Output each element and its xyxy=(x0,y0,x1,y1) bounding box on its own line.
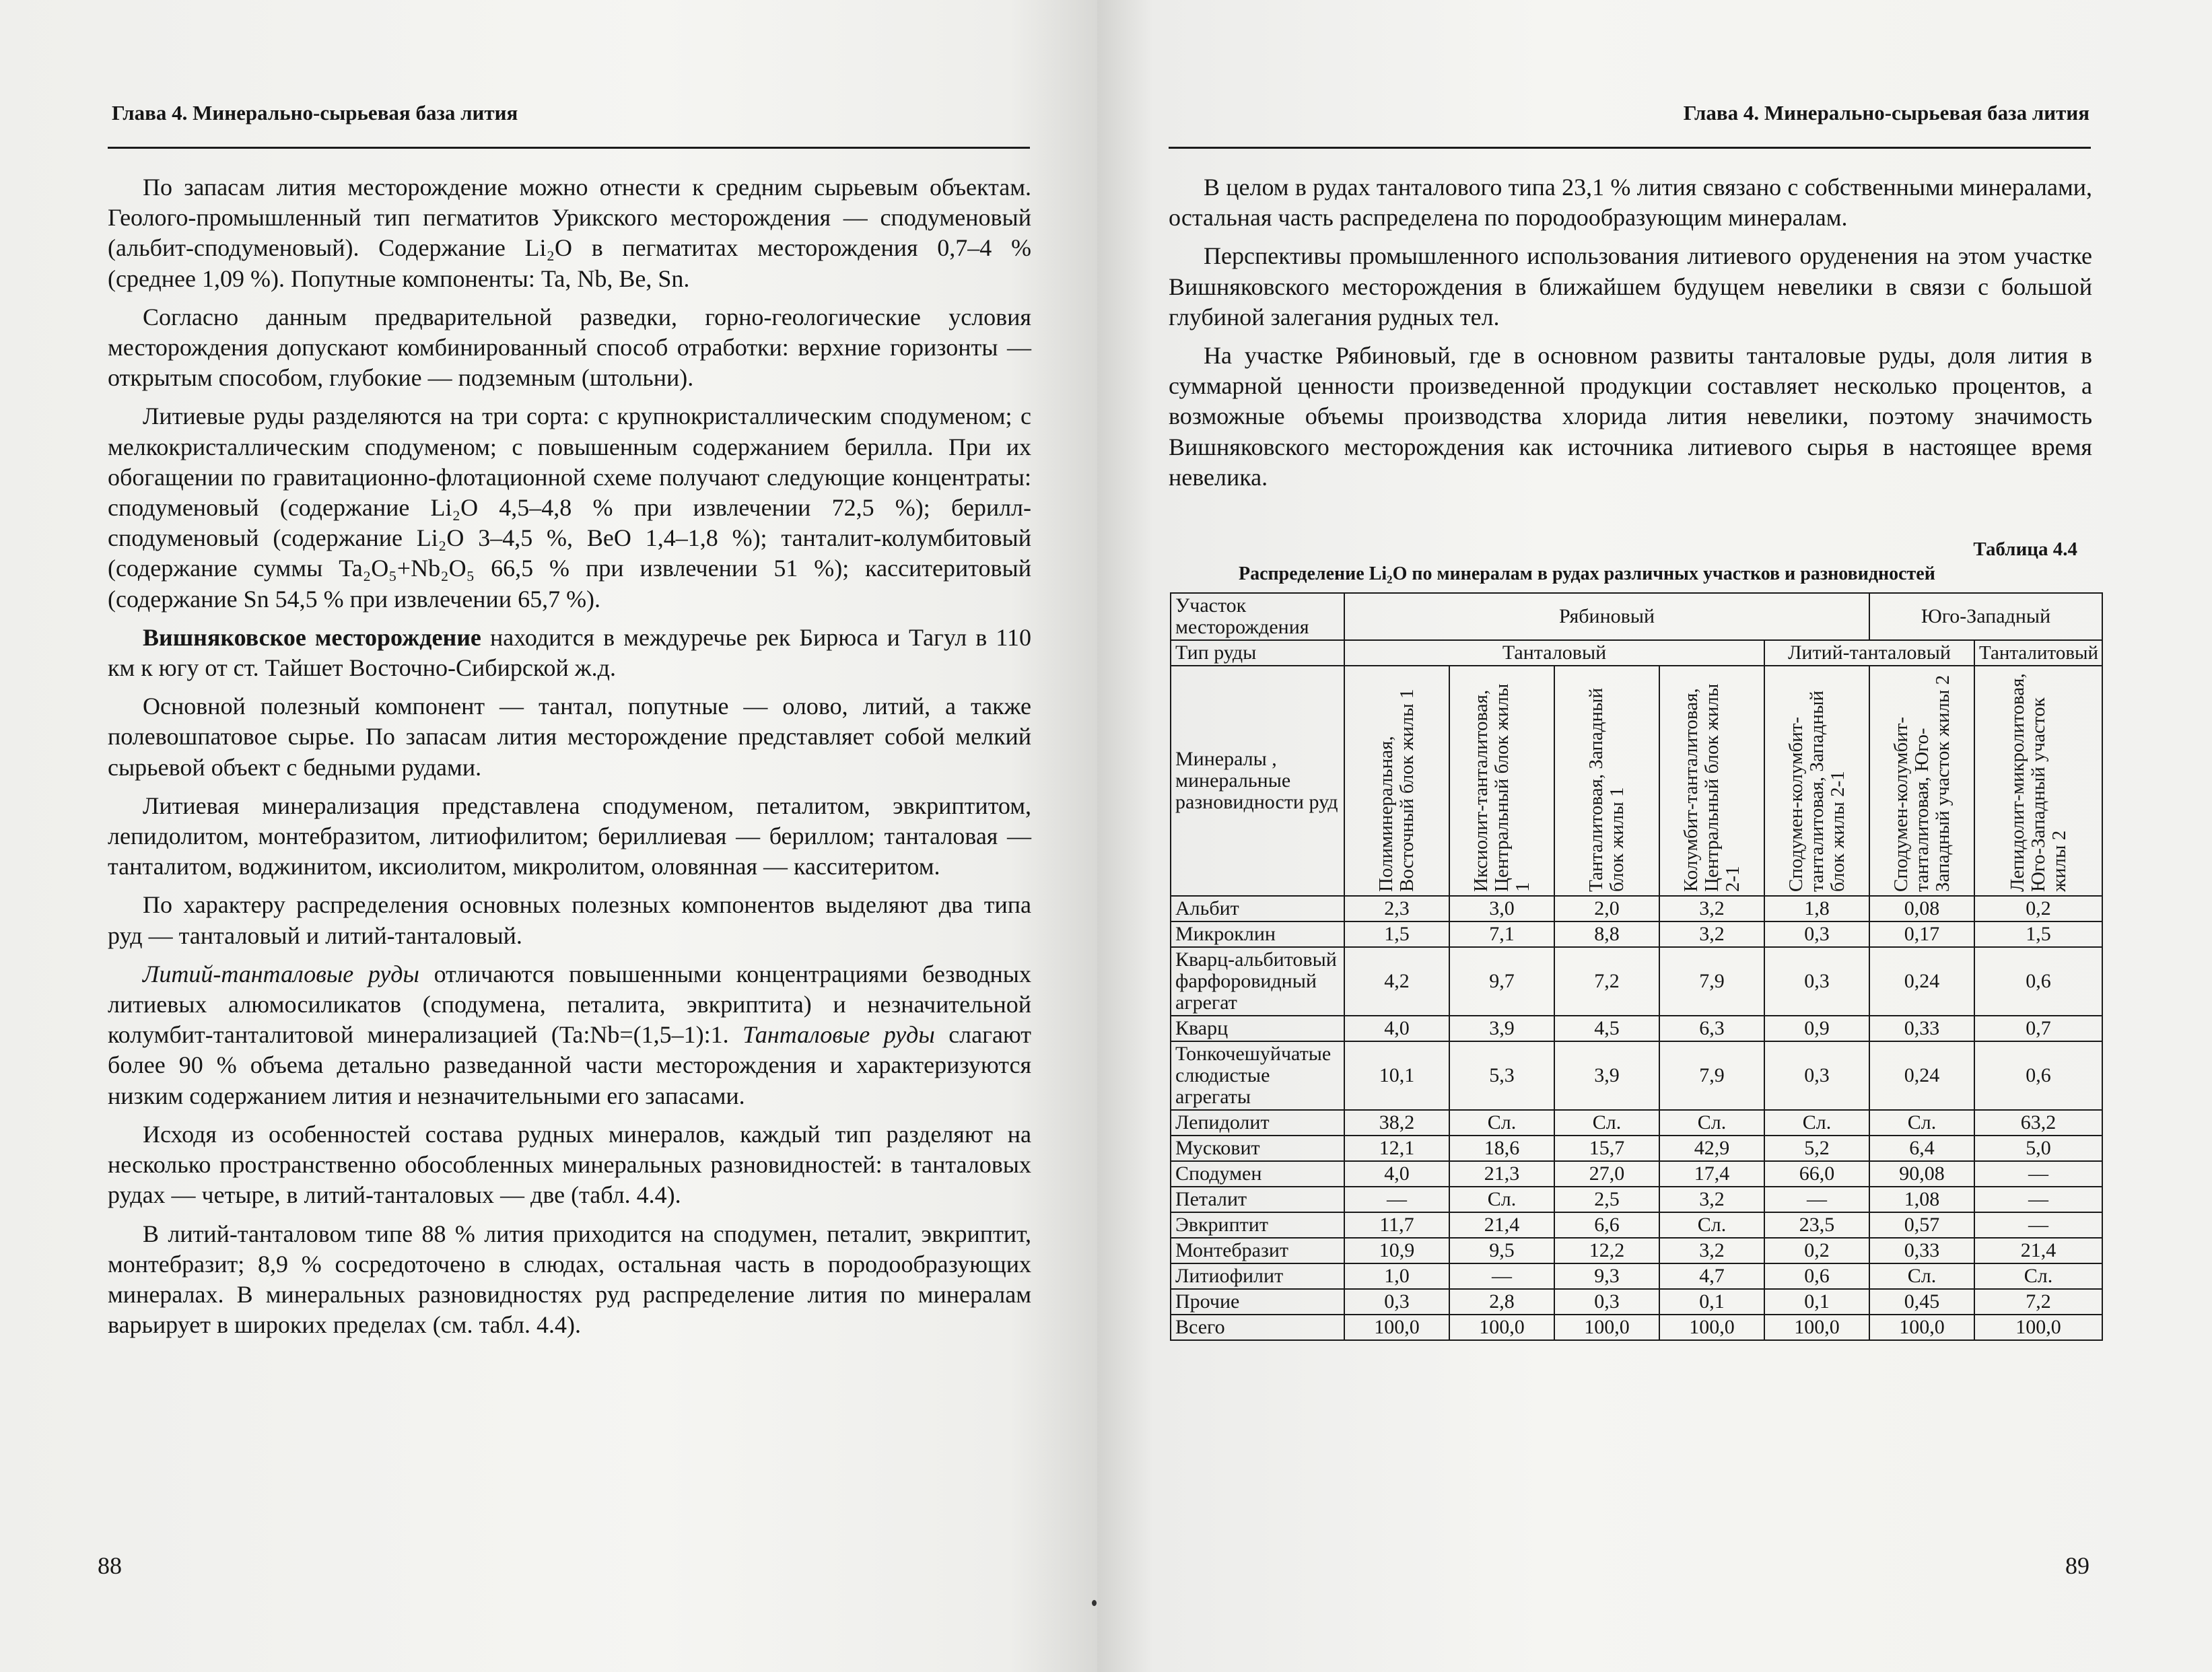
table-cell: 0,1 xyxy=(1764,1289,1869,1315)
header-rule xyxy=(108,147,1030,149)
table-cell: 0,2 xyxy=(1974,896,2102,921)
table-cell: 7,1 xyxy=(1449,921,1554,947)
paragraph: По характеру распределения основных полезных компонентов выделяют два типа руд — танталовый и литий-танталовый. xyxy=(108,891,1031,949)
table-cell: 8,8 xyxy=(1554,921,1659,947)
page-number: 89 xyxy=(2065,1552,2089,1579)
table-cell: 2,3 xyxy=(1344,896,1449,921)
paragraph: Вишняковское месторождение находится в междуречье рек Бирюса и Тагул в 110 км к югу от ст. Тайшет Восточно-Сибирской ж.д. xyxy=(108,623,1031,682)
table-cell: 4,2 xyxy=(1344,947,1449,1016)
table-cell: 0,45 xyxy=(1869,1289,1974,1315)
table-cell: Сл. xyxy=(1869,1263,1974,1289)
table-cell: 0,6 xyxy=(1764,1263,1869,1289)
table-cell: 100,0 xyxy=(1554,1315,1659,1340)
table-cell: 0,33 xyxy=(1869,1016,1974,1041)
table-cell: 21,4 xyxy=(1974,1238,2102,1263)
table-cell: 7,2 xyxy=(1554,947,1659,1016)
table-cell: Сл. xyxy=(1974,1263,2102,1289)
table-cell: 0,24 xyxy=(1869,1041,1974,1110)
table-caption: Распределение Li₂O по минералам в рудах различных участков и разновидностей xyxy=(1239,563,1935,584)
table-cell: 0,6 xyxy=(1974,947,2102,1016)
paragraph: Перспективы промышленного использования литиевого оруденения на этом участке Вишняковского месторождения в ближайшем будущем невелики в связи с большой глубиной залегания рудных тел. xyxy=(1169,242,2092,330)
table-row xyxy=(1171,1315,2102,1340)
mineral-name: Мусковит xyxy=(1171,1136,1344,1161)
table-row xyxy=(1171,1187,2102,1212)
table-cell: 6,3 xyxy=(1659,1016,1764,1041)
left-body-text xyxy=(108,172,1031,1348)
table-row-site xyxy=(1171,593,2102,640)
table-row xyxy=(1171,1238,2102,1263)
table-cell: 5,3 xyxy=(1449,1041,1554,1110)
table-cell: 66,0 xyxy=(1764,1161,1869,1187)
mineral-name: Тонкочешуйчатые слюдистые агрегаты xyxy=(1171,1041,1344,1110)
table-cell: 0,6 xyxy=(1974,1041,2102,1110)
italic-term: Литий-танталовые руды xyxy=(143,960,419,987)
table-cell: 10,1 xyxy=(1344,1041,1449,1110)
table-cell: — xyxy=(1764,1187,1869,1212)
table-row xyxy=(1171,1041,2102,1110)
variety-header: Лепидолит-микролитовая, Юго-Западный участок жилы 2 xyxy=(1974,666,2102,896)
table-cell: 9,3 xyxy=(1554,1263,1659,1289)
table-row xyxy=(1171,1136,2102,1161)
table-cell: 1,8 xyxy=(1764,896,1869,921)
table-cell: Сл. xyxy=(1659,1110,1764,1136)
table-cell: — xyxy=(1449,1263,1554,1289)
table-cell: 12,1 xyxy=(1344,1136,1449,1161)
table-cell: Сл. xyxy=(1764,1110,1869,1136)
table-row xyxy=(1171,1212,2102,1238)
table-cell: 23,5 xyxy=(1764,1212,1869,1238)
table-cell: 90,08 xyxy=(1869,1161,1974,1187)
table-row xyxy=(1171,1016,2102,1041)
table-cell: 21,4 xyxy=(1449,1212,1554,1238)
table-cell: 18,6 xyxy=(1449,1136,1554,1161)
table-cell: 100,0 xyxy=(1974,1315,2102,1340)
mineral-name: Лепидолит xyxy=(1171,1110,1344,1136)
variety-header: Иксиолит-танталитовая, Центральный блок жилы 1 xyxy=(1449,666,1554,896)
left-page xyxy=(0,0,1097,1672)
table-cell: 1,08 xyxy=(1869,1187,1974,1212)
variety-header: Сподумен-колумбит-танталитовая, Западный блок жилы 2-1 xyxy=(1764,666,1869,896)
table-cell: 0,7 xyxy=(1974,1016,2102,1041)
table-cell: 1,5 xyxy=(1344,921,1449,947)
table-cell: 0,17 xyxy=(1869,921,1974,947)
paragraph: Литиевые руды разделяются на три сорта: с крупнокристаллическим сподуменом; с мелкокристаллическим сподуменом; с повышенным содержанием берилла. При их обогащении по гравитационно-флотационной схеме получают следующие концентраты: сподуменовый (содержание Li₂O 4,5–4,8 % при извлечении 72,5 %); берилл-сподуменовый (содержание Li₂O 3–4,5 %, BeO 1,4–1,8 %); танталит-колумбитовый (содержание суммы Ta₂O₅+Nb₂O₅ 66,5 % при извлечении 51 %); касситеритовый (содержание Sn 54,5 % при извлечении 65,7 %). xyxy=(108,403,1031,613)
table-cell: 1,5 xyxy=(1974,921,2102,947)
mineral-name: Монтебразит xyxy=(1171,1238,1344,1263)
table-cell: 2,8 xyxy=(1449,1289,1554,1315)
site-header: Рябиновый xyxy=(1344,593,1869,640)
table-cell: 100,0 xyxy=(1869,1315,1974,1340)
table-cell: — xyxy=(1974,1161,2102,1187)
table-cell: 0,08 xyxy=(1869,896,1974,921)
table-cell: 0,57 xyxy=(1869,1212,1974,1238)
table-cell: 17,4 xyxy=(1659,1161,1764,1187)
running-head: Глава 4. Минерально-сырьевая база лития xyxy=(1683,101,2089,125)
variety-header: Танталитовая, Западный блок жилы 1 xyxy=(1554,666,1659,896)
table-cell: 9,7 xyxy=(1449,947,1554,1016)
table-cell: 3,2 xyxy=(1659,1187,1764,1212)
mineral-name: Прочие xyxy=(1171,1289,1344,1315)
paragraph: В литий-танталовом типе 88 % лития приходится на сподумен, петалит, эвкриптит, монтебразит; 8,9 % сосредоточено в слюдах, остальная часть в породообразующих минералах. В минеральных разновидностях руд распределение лития по минералам варьирует в широких пределах (см. табл. 4.4). xyxy=(108,1220,1031,1339)
table-cell: 9,5 xyxy=(1449,1238,1554,1263)
table-cell: 0,2 xyxy=(1764,1238,1869,1263)
table-cell: 11,7 xyxy=(1344,1212,1449,1238)
table-row xyxy=(1171,1161,2102,1187)
table-cell: 4,5 xyxy=(1554,1016,1659,1041)
table-cell: 3,2 xyxy=(1659,896,1764,921)
data-table xyxy=(1170,592,2103,1341)
table-cell: 0,9 xyxy=(1764,1016,1869,1041)
paragraph: Литиевая минерализация представлена сподуменом, петалитом, эвкриптитом, лепидолитом, монтебразитом, литиофилитом; бериллиевая — бериллом; танталовая — танталитом, воджинитом, иксиолитом, микролитом, оловянная — касситеритом. xyxy=(108,792,1031,880)
table-cell: Сл. xyxy=(1449,1110,1554,1136)
table-cell: 100,0 xyxy=(1764,1315,1869,1340)
table-cell: 12,2 xyxy=(1554,1238,1659,1263)
table-cell: 3,2 xyxy=(1659,1238,1764,1263)
table-cell: 0,1 xyxy=(1659,1289,1764,1315)
table-row xyxy=(1171,921,2102,947)
paragraph: Литий-танталовые руды отличаются повышенными концентрациями безводных литиевых алюмосиликатов (сподумена, петалита, эвкриптита) и незначительной колумбит-танталитовой минерализацией (Ta:Nb=(1,5–1):1. Танталовые руды слагают более 90 % объема детально разведанной части месторождения и характеризуются низким содержанием лития и незначительными его запасами. xyxy=(108,960,1032,1109)
table-cell: Сл. xyxy=(1659,1212,1764,1238)
table-cell: 100,0 xyxy=(1449,1315,1554,1340)
table-row xyxy=(1171,947,2102,1016)
mineral-name: Сподумен xyxy=(1171,1161,1344,1187)
bold-term: Вишняковское месторождение xyxy=(143,623,481,651)
table-cell: 2,0 xyxy=(1554,896,1659,921)
table-cell: — xyxy=(1974,1187,2102,1212)
table-cell: 0,3 xyxy=(1554,1289,1659,1315)
table-cell: 7,9 xyxy=(1659,947,1764,1016)
table-row-varieties xyxy=(1171,666,2102,896)
mineral-name: Эвкриптит xyxy=(1171,1212,1344,1238)
table-cell: 5,2 xyxy=(1764,1136,1869,1161)
site-header: Юго-Западный xyxy=(1869,593,2102,640)
gutter-mark xyxy=(1092,1600,1097,1606)
table-cell: 2,5 xyxy=(1554,1187,1659,1212)
table-row xyxy=(1171,896,2102,921)
table-cell: 1,0 xyxy=(1344,1263,1449,1289)
table-cell: 3,2 xyxy=(1659,921,1764,947)
row-label: Участок месторождения xyxy=(1171,593,1344,640)
table-cell: 3,9 xyxy=(1449,1016,1554,1041)
table-cell: 0,24 xyxy=(1869,947,1974,1016)
paragraph: На участке Рябиновый, где в основном развиты танталовые руды, доля лития в суммарной ценности произведенной продукции составляет несколько процентов, а возможные объемы производства хлорида лития невелики, поэтому значимость Вишняковского месторождения как источника литиевого сырья в настоящее время невелика. xyxy=(1169,342,2092,491)
table-cell: 3,0 xyxy=(1449,896,1554,921)
table-cell: 100,0 xyxy=(1659,1315,1764,1340)
table-cell: 6,6 xyxy=(1554,1212,1659,1238)
table-cell: — xyxy=(1344,1187,1449,1212)
table-cell: 6,4 xyxy=(1869,1136,1974,1161)
type-header: Танталитовый xyxy=(1974,640,2102,666)
italic-term: Танталовые руды xyxy=(742,1021,935,1049)
table-cell: 5,0 xyxy=(1974,1136,2102,1161)
table-cell: 0,3 xyxy=(1764,921,1869,947)
paragraph: Согласно данным предварительной разведки, горно-геологические условия месторождения допускают комбинированный способ отработки: верхние горизонты — открытым способом, глубокие — подземным (штольни). xyxy=(108,303,1031,392)
table-cell: 63,2 xyxy=(1974,1110,2102,1136)
table-cell: 0,3 xyxy=(1764,1041,1869,1110)
mineral-name: Микроклин xyxy=(1171,921,1344,947)
row-label: Минералы , минеральные разновидности руд xyxy=(1171,666,1344,896)
right-page xyxy=(1097,0,2212,1672)
table-cell: 4,0 xyxy=(1344,1161,1449,1187)
type-header: Литий-танталовый xyxy=(1764,640,1974,666)
table-cell: 21,3 xyxy=(1449,1161,1554,1187)
table-row xyxy=(1171,1110,2102,1136)
variety-header: Сподумен-колумбит-танталитовая, Юго-Западный участок жилы 2 xyxy=(1869,666,1974,896)
table-cell: 100,0 xyxy=(1344,1315,1449,1340)
table-row xyxy=(1171,1263,2102,1289)
type-header: Танталовый xyxy=(1344,640,1764,666)
table-cell: 42,9 xyxy=(1659,1136,1764,1161)
running-head: Глава 4. Минерально-сырьевая база лития xyxy=(112,101,518,125)
table-cell: 0,3 xyxy=(1764,947,1869,1016)
header-rule xyxy=(1169,147,2091,149)
table-cell: 0,33 xyxy=(1869,1238,1974,1263)
page-number: 88 xyxy=(98,1552,122,1579)
mineral-name: Всего xyxy=(1171,1315,1344,1340)
row-label: Тип руды xyxy=(1171,640,1344,666)
table-cell: 0,3 xyxy=(1344,1289,1449,1315)
table-cell: Сл. xyxy=(1869,1110,1974,1136)
paragraph: По запасам лития месторождение можно отнести к средним сырьевым объектам. Геолого-промышленный тип пегматитов Урикского месторождения — сподуменовый (альбит-сподуменовый). Содержание Li₂O в пегматитах месторождения 0,7–4 % (среднее 1,09 %). Попутные компоненты: Ta, Nb, Be, Sn. xyxy=(108,174,1031,292)
table-cell: 7,2 xyxy=(1974,1289,2102,1315)
variety-header: Колумбит-танталитовая, Центральный блок жилы 2-1 xyxy=(1659,666,1764,896)
table-cell: 7,9 xyxy=(1659,1041,1764,1110)
mineral-name: Литиофилит xyxy=(1171,1263,1344,1289)
table-cell: 10,9 xyxy=(1344,1238,1449,1263)
table-row xyxy=(1171,1289,2102,1315)
table-body xyxy=(1171,896,2102,1340)
paragraph: Исходя из особенностей состава рудных минералов, каждый тип разделяют на несколько пространственно обособленных минеральных разновидностей: в танталовых рудах — четыре, в литий-танталовых — две (табл. 4.4). xyxy=(108,1120,1031,1209)
table-row-type xyxy=(1171,640,2102,666)
variety-header: Полиминеральная, Восточный блок жилы 1 xyxy=(1344,666,1449,896)
table-number: Таблица 4.4 xyxy=(1973,538,2077,560)
mineral-name: Петалит xyxy=(1171,1187,1344,1212)
table-cell: 15,7 xyxy=(1554,1136,1659,1161)
mineral-name: Альбит xyxy=(1171,896,1344,921)
table-cell: 4,7 xyxy=(1659,1263,1764,1289)
mineral-name: Кварц-альбитовый фарфоровидный агрегат xyxy=(1171,947,1344,1016)
paragraph: В целом в рудах танталового типа 23,1 % лития связано с собственными минералами, остальная часть распределена по породообразующим минералам. xyxy=(1169,174,2092,232)
right-body-text xyxy=(1169,172,2092,501)
table-cell: 3,9 xyxy=(1554,1041,1659,1110)
table-cell: 4,0 xyxy=(1344,1016,1449,1041)
table-cell: Сл. xyxy=(1449,1187,1554,1212)
mineral-name: Кварц xyxy=(1171,1016,1344,1041)
table-cell: 27,0 xyxy=(1554,1161,1659,1187)
table-cell: — xyxy=(1974,1212,2102,1238)
table-cell: 38,2 xyxy=(1344,1110,1449,1136)
paragraph: Основной полезный компонент — тантал, попутные — олово, литий, а также полевошпатовое сырье. По запасам лития месторождение представляет собой мелкий сырьевой объект с бедными рудами. xyxy=(108,693,1031,781)
table-cell: Сл. xyxy=(1554,1110,1659,1136)
